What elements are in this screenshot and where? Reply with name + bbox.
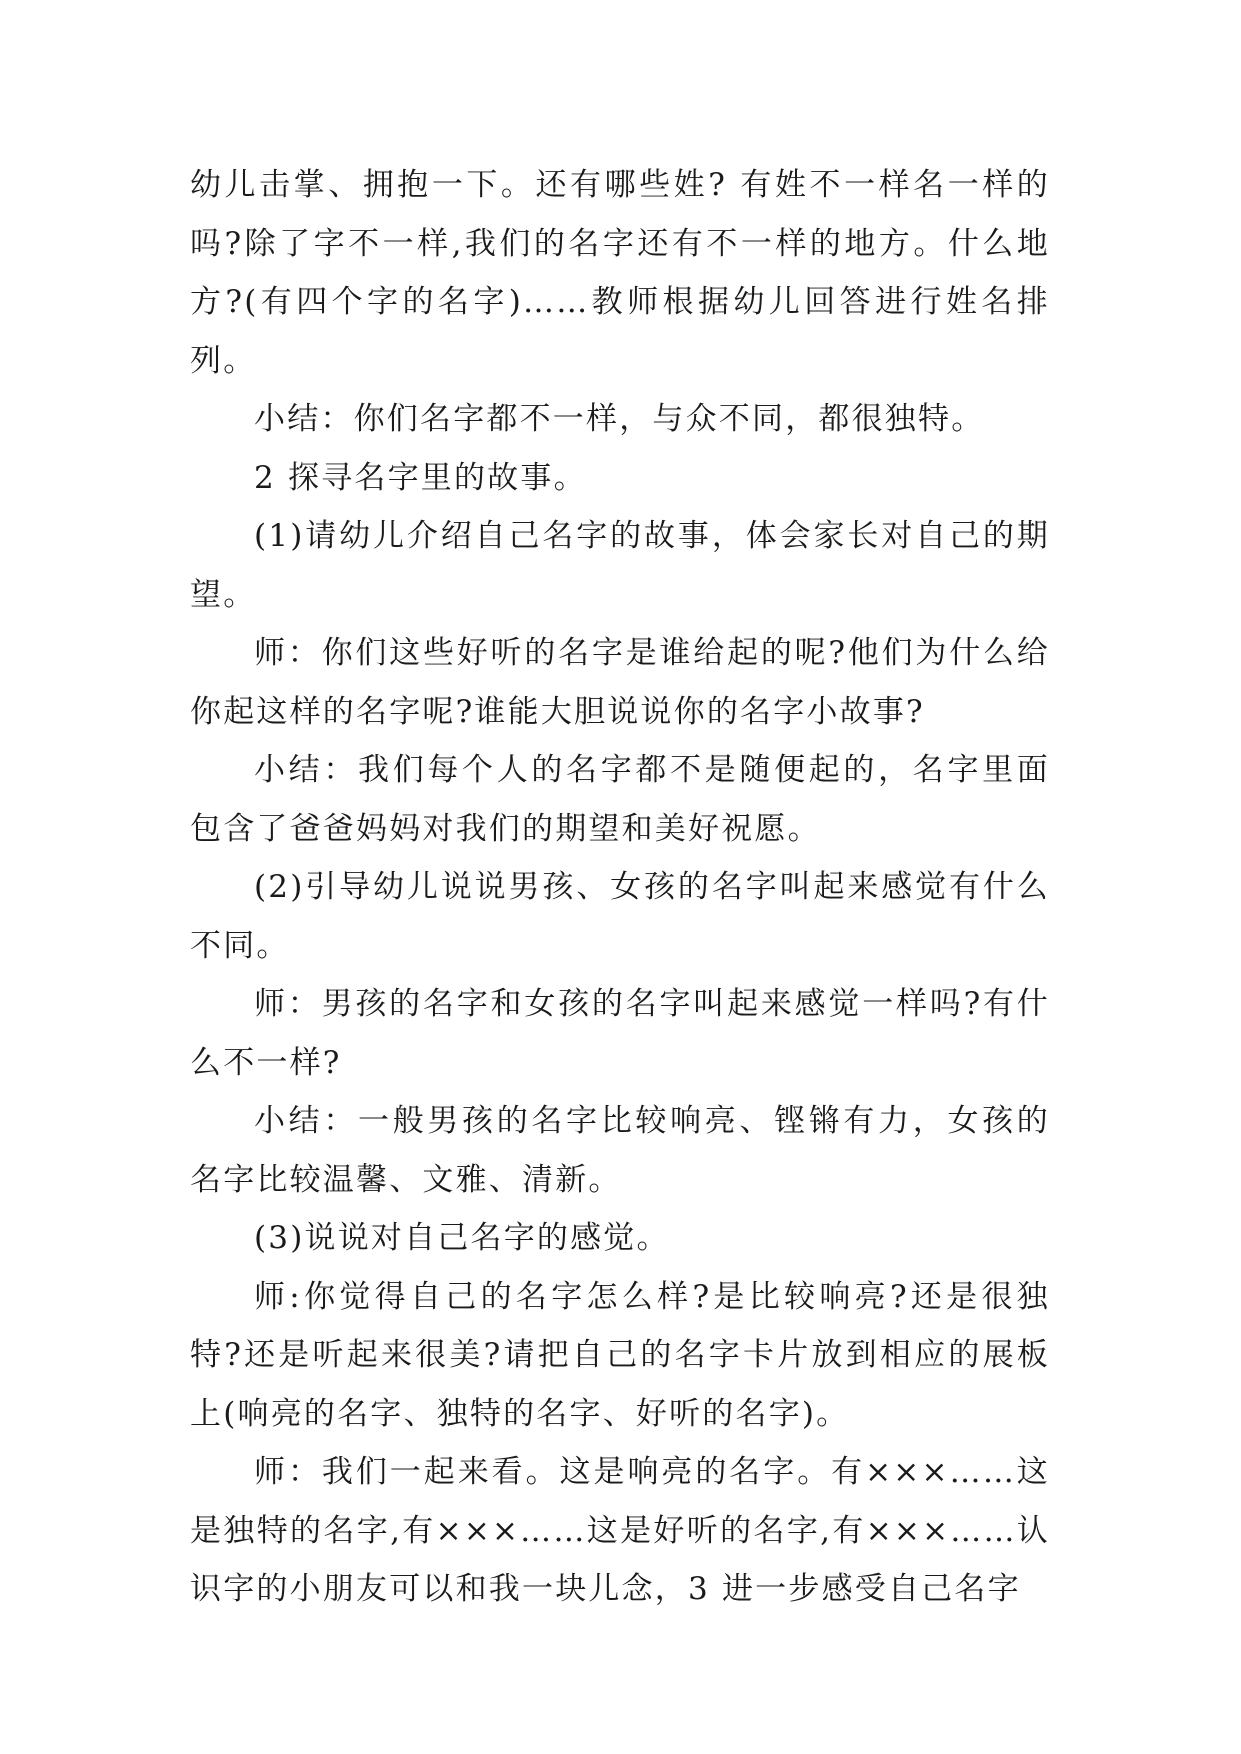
paragraph-step-3: (3)说说对自己名字的感觉。 [254, 1220, 670, 1256]
paragraph-step-2: (2)引导幼儿说说男孩、女孩的名字叫起来感觉有什么不同。 [190, 869, 1050, 964]
paragraph-continuation: 幼儿击掌、拥抱一下。还有哪些姓? 有姓不一样名一样的吗?除了字不一样,我们的名字还有不一样的地方。什么地方?(有四个字的名字)……教师根据幼儿回答进行姓名排列。 [190, 167, 1050, 379]
paragraph-teacher-question-1: 师：你们这些好听的名字是谁给起的呢?他们为什么给你起这样的名字呢?谁能大胆说说你的名字小故事? [190, 635, 1050, 730]
document-body [190, 156, 1050, 1619]
paragraph-summary-boy-girl-names: 小结：一般男孩的名字比较响亮、铿锵有力，女孩的名字比较温馨、文雅、清新。 [190, 1103, 1050, 1198]
paragraph-summary-unique-names: 小结：你们名字都不一样，与众不同，都很独特。 [254, 401, 985, 437]
paragraph-teacher-question-3: 师:你觉得自己的名字怎么样?是比较响亮?还是很独特?还是听起来很美?请把自己的名字卡片放到相应的展板上(响亮的名字、独特的名字、好听的名字)。 [190, 1278, 1050, 1432]
paragraph-teacher-review: 师：我们一起来看。这是响亮的名字。有×××……这是独特的名字,有×××……这是好听的名字,有×××……认识字的小朋友可以和我一块儿念，3 进一步感受自己名字 [190, 1454, 1050, 1607]
paragraph-step-1: (1)请幼儿介绍自己名字的故事，体会家长对自己的期望。 [190, 518, 1050, 613]
paragraph-summary-name-meaning: 小结：我们每个人的名字都不是随便起的，名字里面包含了爸爸妈妈对我们的期望和美好祝愿。 [190, 752, 1050, 847]
paragraph-teacher-question-2: 师：男孩的名字和女孩的名字叫起来感觉一样吗?有什么不一样? [190, 986, 1050, 1081]
paragraph-section-2-heading: 2 探寻名字里的故事。 [254, 459, 587, 496]
